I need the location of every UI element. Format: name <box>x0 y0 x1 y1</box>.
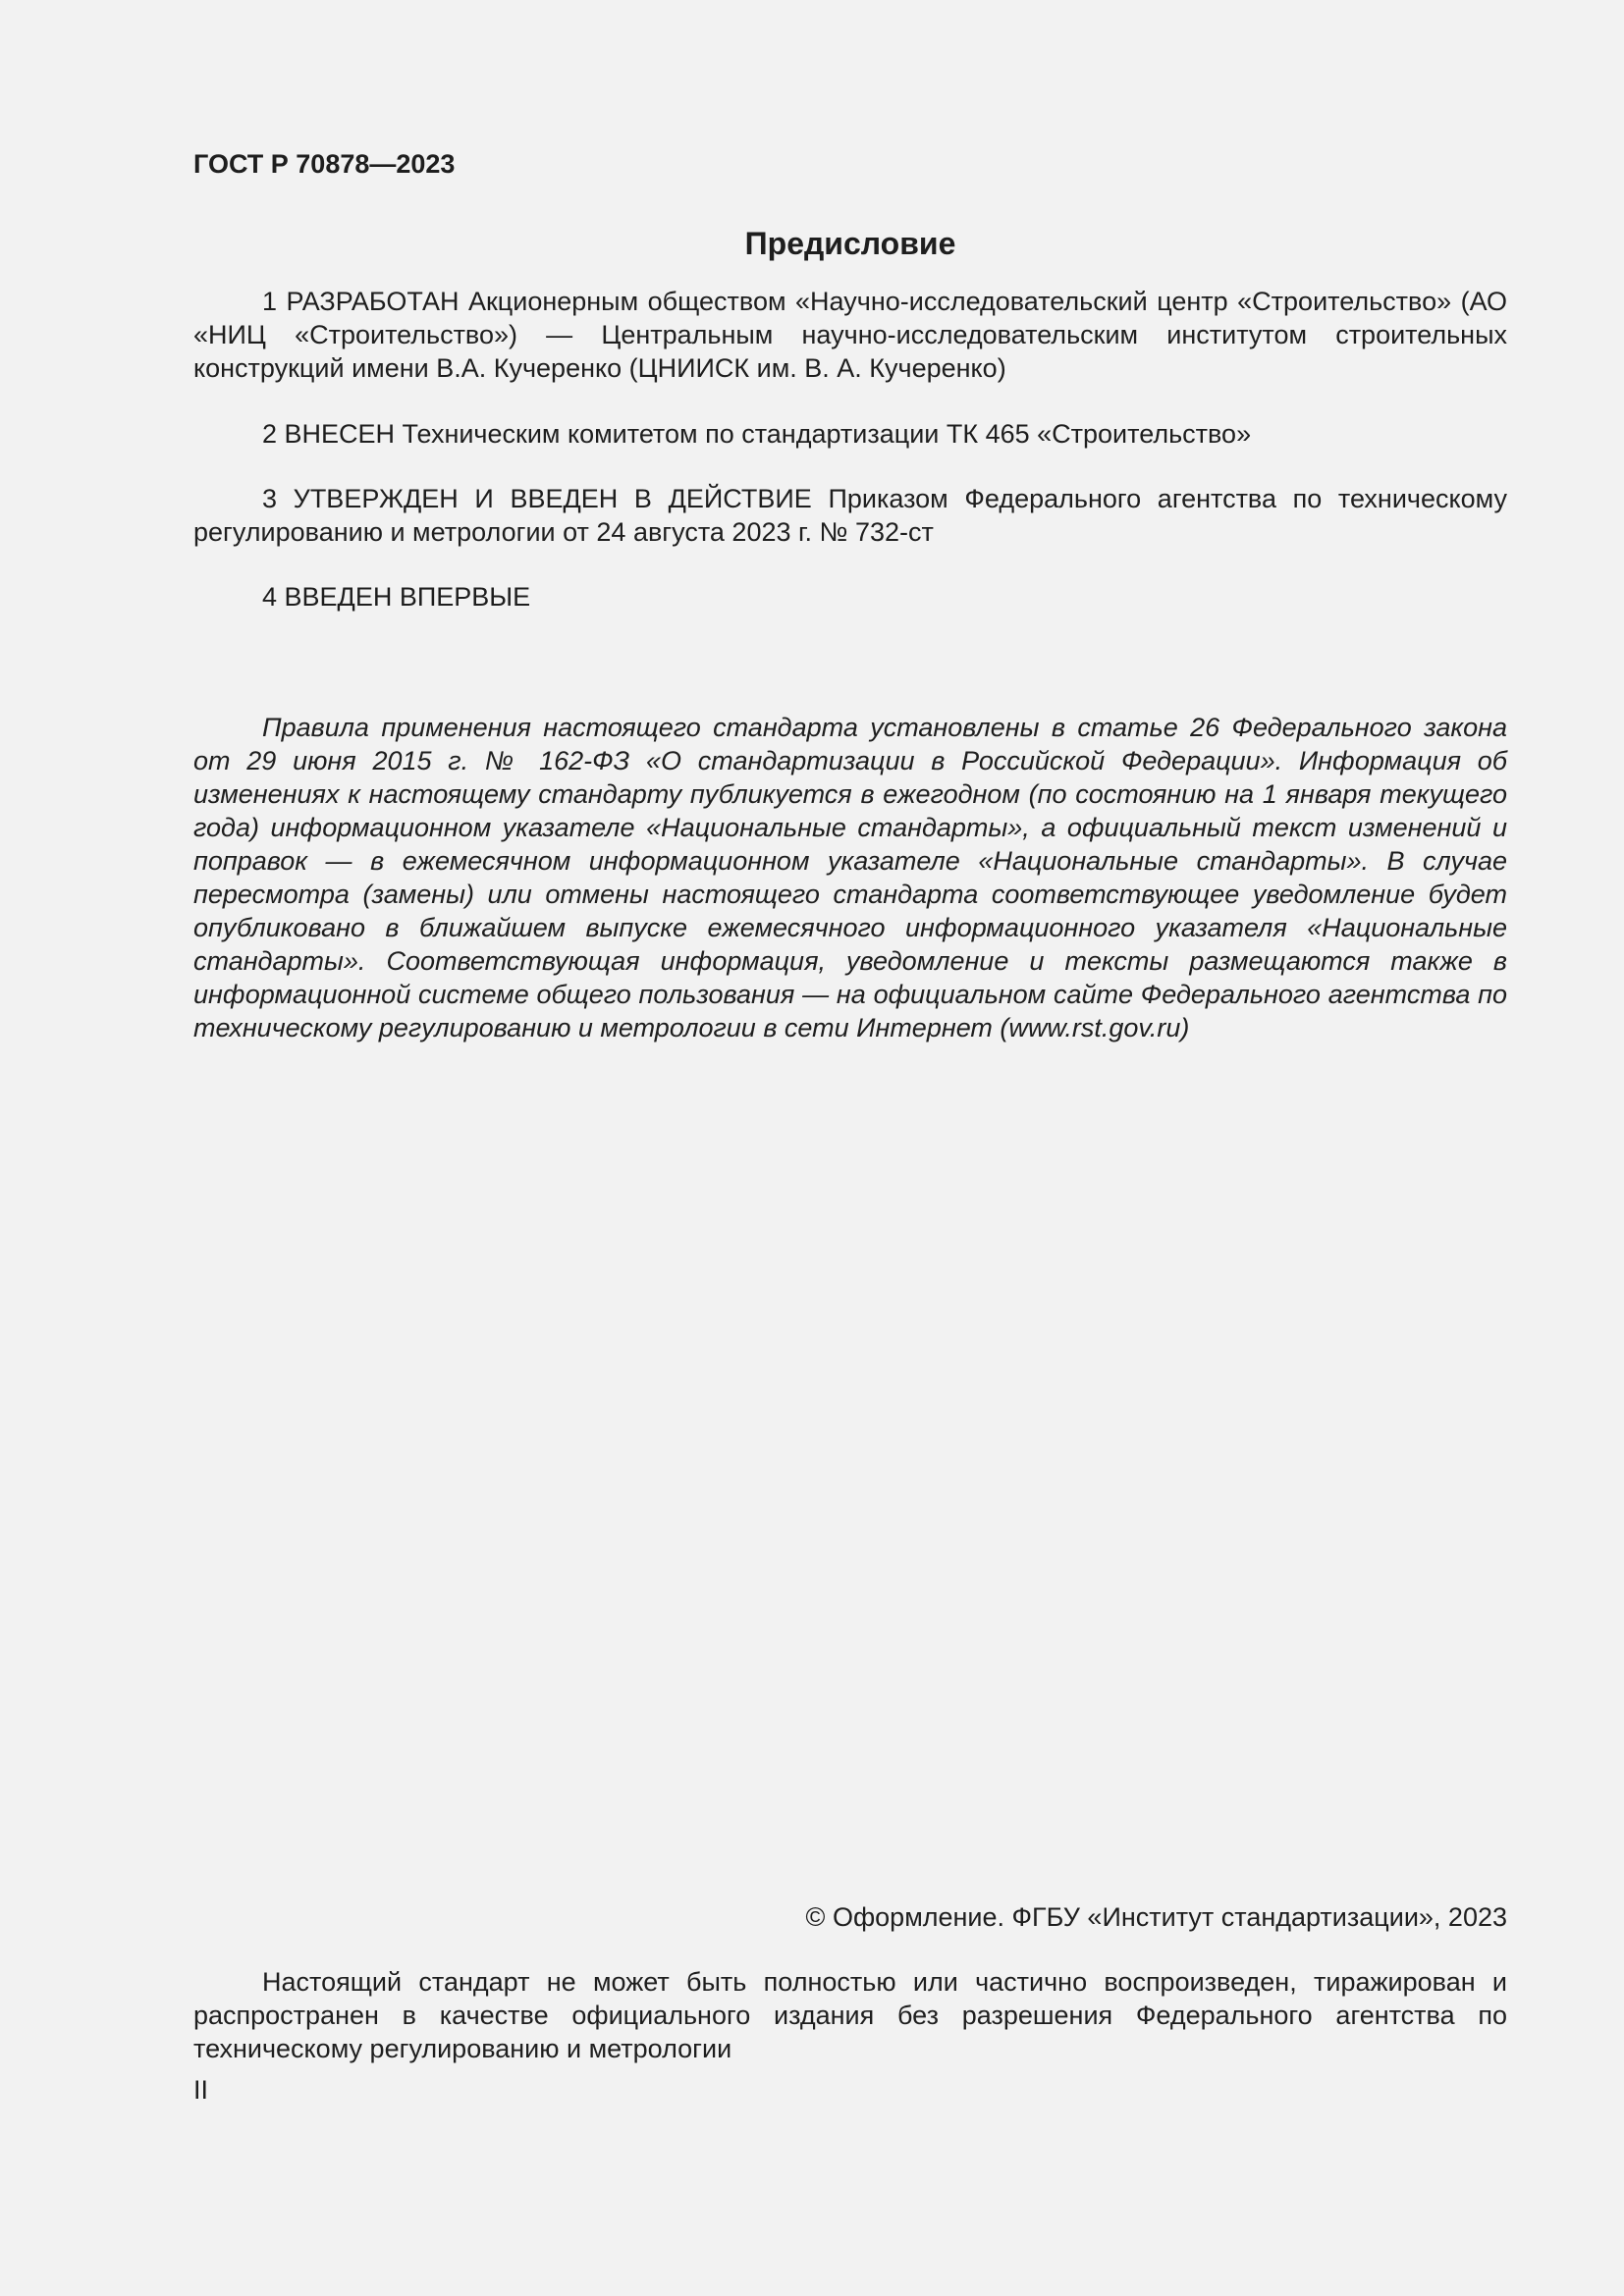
page-number: II <box>193 2075 209 2105</box>
application-rules-notice: Правила применения настоящего стандарта установлены в статье 26 Федерального закона от 29 июня 2015 г. № 162-ФЗ «О стандартизации в Российской Федерации». Информация об изменениях к настоящему стандарту публикуется в ежегодном (по состоянию на 1 января текущего года) информационном указателе «Национальные стандарты», а официальный текст изменений и поправок — в ежемесячном информационном указателе «Национальные стандарты». В случае пересмотра (замены) или отмены настоящего стандарта соответствующее уведомление будет опубликовано в ближайшем выпуске ежемесячного информационного указателя «Национальные стандарты». Соответствующая информация, уведомление и тексты размещаются также в информационной системе общего пользования — на официальном сайте Федерального агентства по техническому регулированию и метрологии в сети Интернет (www.rst.gov.ru) <box>193 713 1507 1042</box>
paragraph-developed-by: 1 РАЗРАБОТАН Акционерным обществом «Научно-исследовательский центр «Строительство» (АО «НИЦ «Строительство») — Центральным научно-исследовательским институтом строительных конструкций имени В.А. Кучеренко (ЦНИИСК им. В. А. Кучеренко) <box>193 287 1507 383</box>
standard-code: ГОСТ Р 70878—2023 <box>193 149 456 179</box>
page-title: Предисловие <box>744 226 956 261</box>
paragraph-introduced-first: 4 ВВЕДЕН ВПЕРВЫЕ <box>262 582 531 612</box>
paragraph-approved: 3 УТВЕРЖДЕН И ВВЕДЕН В ДЕЙСТВИЕ Приказом Федерального агентства по техническому регулированию и метрологии от 24 августа 2023 г. № 732-ст <box>193 484 1507 547</box>
reproduction-notice: Настоящий стандарт не может быть полностью или частично воспроизведен, тиражирован и распространен в качестве официального издания без разрешения Федерального агентства по техническому регулированию и метрологии <box>193 1967 1507 2063</box>
paragraph-introduced-by: 2 ВНЕСЕН Техническим комитетом по стандартизации ТК 465 «Строительство» <box>262 419 1252 449</box>
copyright-line: © Оформление. ФГБУ «Институт стандартизации», 2023 <box>805 1902 1507 1932</box>
